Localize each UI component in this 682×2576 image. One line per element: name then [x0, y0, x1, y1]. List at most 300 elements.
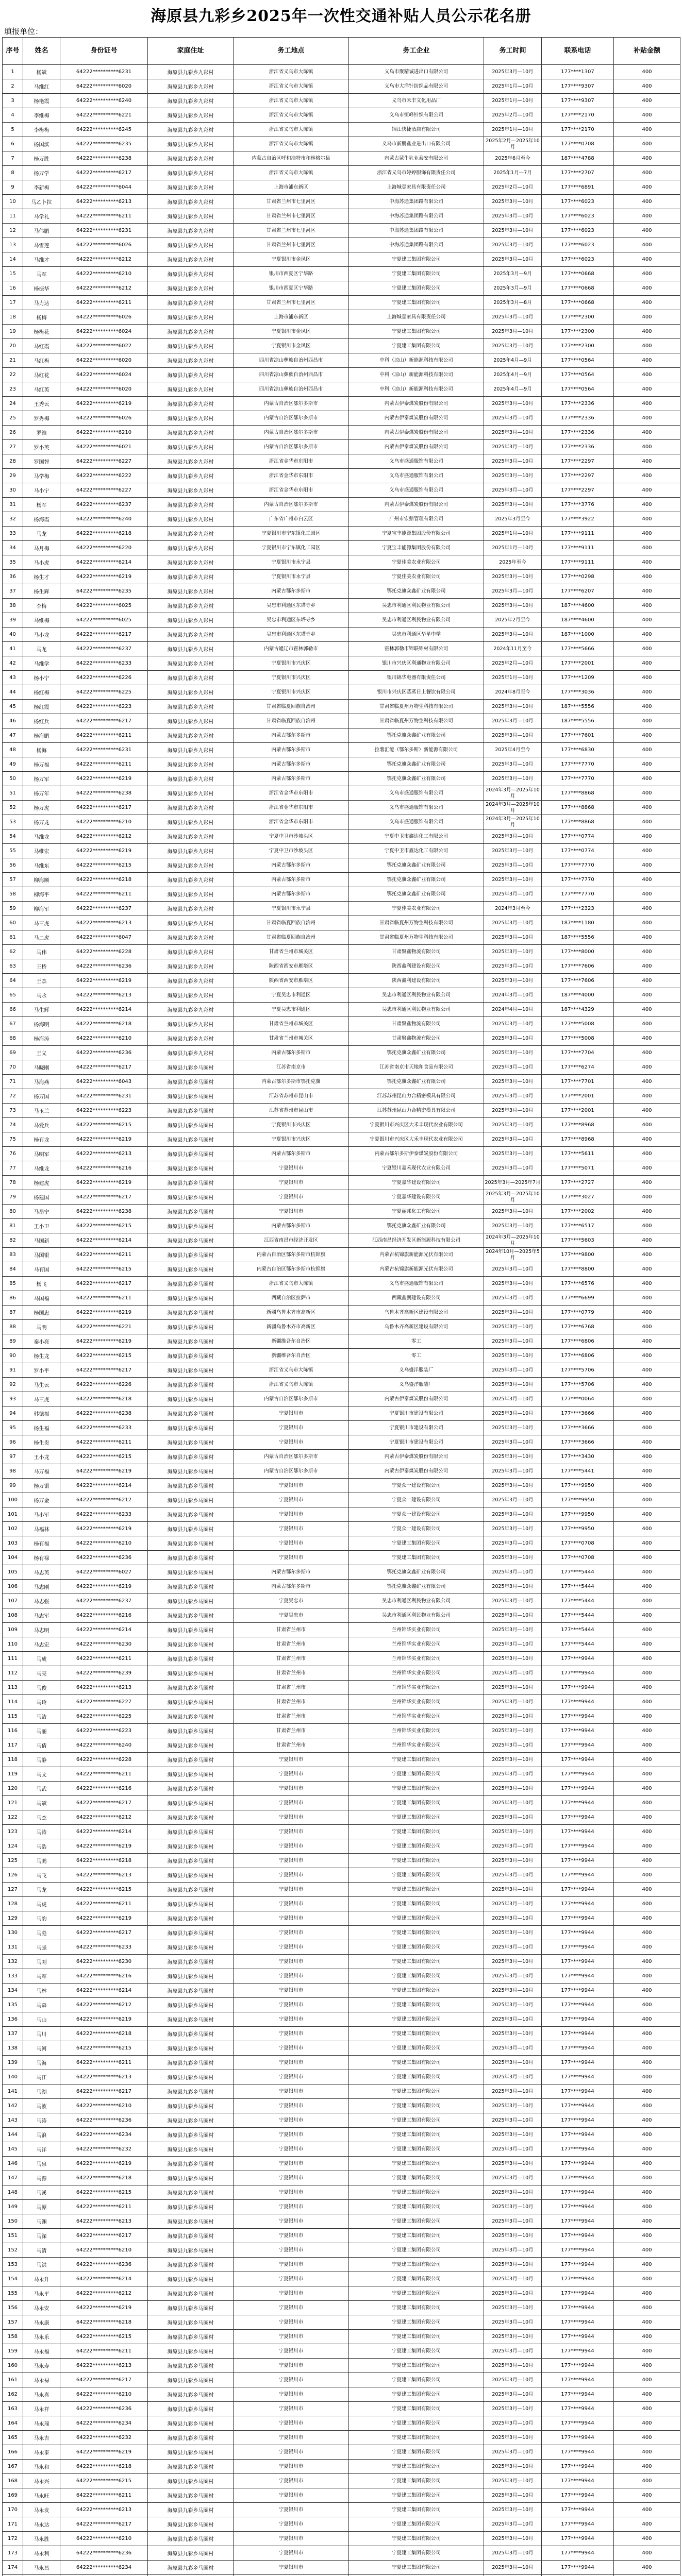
cell-col-subsidy: 400 [614, 1594, 680, 1608]
cell-col-work-period: 2025年3月—10月 [484, 1334, 542, 1349]
cell-col-name: 王秀云 [23, 397, 60, 411]
table-row [3, 1392, 680, 1406]
cell-col-employer: 宁夏建工集团有限公司 [349, 2027, 484, 2041]
cell-col-subsidy: 400 [614, 267, 680, 281]
cell-col-work-period: 2025年3月—10月 [484, 2243, 542, 2258]
cell-col-phone: 177****8868 [542, 801, 614, 815]
table-row [3, 2416, 680, 2431]
cell-col-name: 马永喜 [23, 2387, 60, 2402]
cell-col-home-address: 海原县九彩乡马圈村 [148, 1392, 234, 1406]
cell-col-work-location: 宁夏银川市 [234, 2330, 349, 2344]
cell-col-phone: 177****9944 [542, 1666, 614, 1681]
cell-col-home-address: 海原县九彩乡九彩村 [148, 411, 234, 426]
cell-col-work-location: 宁夏银川市 [234, 1940, 349, 1955]
cell-col-name: 马浩 [23, 1839, 60, 1854]
cell-col-subsidy: 400 [614, 2474, 680, 2488]
cell-col-work-period: 2024年3月—10月 [484, 988, 542, 1003]
cell-col-home-address: 海原县九彩乡马圈村 [148, 1075, 234, 1089]
cell-col-work-period: 2025年3月—10月 [484, 2286, 542, 2301]
cell-col-name: 马红英 [23, 382, 60, 397]
cell-col-employer: 宁夏建工集团有限公司 [349, 2214, 484, 2229]
cell-col-work-location: 宁夏银川市兴庆区 [234, 1118, 349, 1132]
cell-col-phone: 187****1000 [542, 628, 614, 642]
table-row [3, 1320, 680, 1334]
cell-col-name: 王小卫 [23, 1219, 60, 1233]
cell-col-index: 161 [3, 2373, 23, 2387]
cell-col-name: 马永达 [23, 2517, 60, 2532]
cell-col-work-location: 宁夏银川市 [234, 1810, 349, 1825]
cell-col-phone: 177****2001 [542, 656, 614, 671]
cell-col-phone: 177****1307 [542, 65, 614, 79]
cell-col-home-address: 海原县九彩乡马圈村 [148, 1161, 234, 1176]
cell-col-phone: 177****2336 [542, 426, 614, 440]
cell-col-employer: 宁夏建工集团有限公司 [349, 1984, 484, 1998]
cell-col-home-address: 海原县九彩乡马圈村 [148, 2070, 234, 2084]
cell-col-phone: 177****6023 [542, 238, 614, 252]
cell-col-phone: 177****9944 [542, 1926, 614, 1940]
cell-col-name: 杨有龙 [23, 1132, 60, 1147]
cell-col-work-period: 2025年3月—10月 [484, 858, 542, 873]
cell-col-phone: 177****0668 [542, 281, 614, 296]
cell-col-id-number: 64222**********6218 [60, 2171, 148, 2185]
cell-col-name: 马红霞 [23, 339, 60, 353]
cell-col-work-location: 甘肃省兰州市 [234, 1738, 349, 1753]
table-row [3, 1334, 680, 1349]
cell-col-id-number: 64222**********6215 [60, 2474, 148, 2488]
cell-col-work-period: 2025年3月—10月 [484, 1738, 542, 1753]
cell-col-work-period: 2025年3月—10月 [484, 959, 542, 974]
cell-col-employer: 宁夏建工集团有限公司 [349, 2517, 484, 2532]
cell-col-work-location: 宁夏银川市 [234, 2387, 349, 2402]
cell-col-employer: 宁夏银川市建设有限公司 [349, 1435, 484, 1450]
cell-col-id-number: 64222**********6233 [60, 1421, 148, 1435]
cell-col-home-address: 海原县九彩乡马圈村 [148, 1911, 234, 1926]
table-row [3, 1955, 680, 1969]
table-row [3, 310, 680, 325]
cell-col-work-location: 宁夏银川市永宁县 [234, 570, 349, 584]
cell-col-work-period: 2025年3月—10月 [484, 2056, 542, 2070]
cell-col-phone: 177****2323 [542, 902, 614, 916]
cell-col-home-address: 海原县九彩乡马圈村 [148, 2503, 234, 2517]
cell-col-index: 128 [3, 1897, 23, 1911]
cell-col-work-period: 2025年3月—10月 [484, 1623, 542, 1637]
cell-col-index: 12 [3, 224, 23, 238]
cell-col-subsidy: 400 [614, 382, 680, 397]
cell-col-employer: 宁夏建工集团有限公司 [349, 1868, 484, 1883]
cell-col-id-number: 64222**********6219 [60, 1580, 148, 1594]
table-row [3, 2214, 680, 2229]
cell-col-phone: 177****7770 [542, 887, 614, 902]
cell-col-work-location: 宁夏银川市 [234, 2185, 349, 2200]
cell-col-name: 马国新 [23, 1233, 60, 1248]
cell-col-index: 84 [3, 1262, 23, 1277]
cell-col-subsidy: 400 [614, 2330, 680, 2344]
cell-col-id-number: 64222**********6020 [60, 382, 148, 397]
cell-col-subsidy: 400 [614, 1897, 680, 1911]
cell-col-index: 126 [3, 1868, 23, 1883]
cell-col-phone: 177****9944 [542, 2128, 614, 2142]
cell-col-work-period: 2025年3月—10月 [484, 700, 542, 714]
cell-col-work-location: 内蒙古鄂尔多斯市 [234, 584, 349, 599]
cell-col-phone: 177****6023 [542, 252, 614, 267]
cell-col-employer: 宁夏建工集团有限公司 [349, 2431, 484, 2445]
cell-col-subsidy: 400 [614, 1406, 680, 1421]
cell-col-id-number: 64222**********6217 [60, 628, 148, 642]
cell-col-name: 马彪 [23, 1926, 60, 1940]
cell-col-work-period: 2025年3月—10月 [484, 1652, 542, 1666]
cell-col-subsidy: 400 [614, 1608, 680, 1623]
cell-col-work-period: 2025年3月—10月 [484, 310, 542, 325]
cell-col-id-number: 64222**********6219 [60, 2012, 148, 2027]
cell-col-phone: 177****9944 [542, 2012, 614, 2027]
table-row [3, 1291, 680, 1306]
cell-col-home-address: 海原县九彩乡马圈村 [148, 1147, 234, 1161]
cell-col-home-address: 海原县九彩乡马圈村 [148, 2330, 234, 2344]
cell-col-work-location: 上海市浦东新区 [234, 180, 349, 195]
cell-col-work-location: 宁夏银川市 [234, 2445, 349, 2460]
table-row [3, 79, 680, 94]
cell-col-work-location: 宁夏银川市 [234, 2301, 349, 2315]
cell-col-subsidy: 400 [614, 2070, 680, 2084]
cell-col-home-address: 海原县九彩乡马圈村 [148, 1709, 234, 1724]
cell-col-work-period: 2025年3月—10月 [484, 628, 542, 642]
cell-col-id-number: 64222**********6245 [60, 123, 148, 137]
cell-col-work-period: 2025年3月—10月 [484, 1969, 542, 1984]
cell-col-id-number: 64222**********6217 [60, 1060, 148, 1075]
cell-col-name: 马小军 [23, 1507, 60, 1522]
cell-col-home-address: 海原县九彩乡马圈村 [148, 1695, 234, 1709]
cell-col-subsidy: 400 [614, 599, 680, 613]
cell-col-home-address: 海原县九彩乡九彩村 [148, 267, 234, 281]
cell-col-id-number: 64222**********6215 [60, 1118, 148, 1132]
cell-col-home-address: 海原县九彩乡九彩村 [148, 902, 234, 916]
cell-col-home-address: 海原县九彩乡马圈村 [148, 1435, 234, 1450]
table-row [3, 1565, 680, 1580]
cell-col-home-address: 海原县九彩乡马圈村 [148, 2185, 234, 2200]
cell-col-home-address: 海原县九彩乡马圈村 [148, 2460, 234, 2474]
cell-col-work-location: 内蒙古自治区鄂尔多斯市 [234, 440, 349, 454]
cell-col-name: 马军 [23, 1969, 60, 1984]
header-col-index: 序号 [3, 38, 23, 65]
table-row [3, 1190, 680, 1205]
cell-col-employer: 浙江省义乌市婷婷服饰有限责任公司 [349, 166, 484, 180]
cell-col-index: 82 [3, 1233, 23, 1248]
cell-col-index: 119 [3, 1767, 23, 1782]
cell-col-work-period: 2025年3月—10月 [484, 2200, 542, 2214]
cell-col-subsidy: 400 [614, 195, 680, 209]
table-row [3, 426, 680, 440]
cell-col-work-location: 内蒙古鄂尔多斯市 [234, 873, 349, 887]
cell-col-employer: 宁夏建工集团有限公司 [349, 1897, 484, 1911]
cell-col-index: 69 [3, 1046, 23, 1060]
cell-col-name: 马志刚 [23, 1580, 60, 1594]
header-col-employer: 务工企业 [349, 38, 484, 65]
cell-col-employer: 宁夏建工集团有限公司 [349, 2012, 484, 2027]
table-row [3, 1161, 680, 1176]
cell-col-employer: 江苏苏州昆山力合精密模具有限公司 [349, 1089, 484, 1104]
cell-col-phone: 177****9944 [542, 2517, 614, 2532]
cell-col-id-number: 64222**********6025 [60, 613, 148, 628]
cell-col-name: 马海燕 [23, 1075, 60, 1089]
cell-col-name: 马维学 [23, 656, 60, 671]
cell-col-work-period: 2025年3月—10月 [484, 2012, 542, 2027]
table-row [3, 988, 680, 1003]
cell-col-name: 马永 [23, 988, 60, 1003]
cell-col-employer: 兰州锦华实业有限公司 [349, 1652, 484, 1666]
cell-col-work-period: 2025年3月—10月 [484, 2070, 542, 2084]
cell-col-subsidy: 400 [614, 2243, 680, 2258]
table-row [3, 916, 680, 930]
cell-col-employer: 吴忠市利通区利民物业有限公司 [349, 988, 484, 1003]
cell-col-subsidy: 400 [614, 281, 680, 296]
cell-col-home-address: 海原县九彩乡马圈村 [148, 2243, 234, 2258]
table-row [3, 65, 680, 79]
cell-col-phone: 177****7601 [542, 728, 614, 743]
cell-col-work-period: 2025年3月—9月 [484, 267, 542, 281]
cell-col-subsidy: 400 [614, 1868, 680, 1883]
table-row [3, 700, 680, 714]
cell-col-index: 43 [3, 671, 23, 685]
cell-col-home-address: 海原县九彩乡马圈村 [148, 2301, 234, 2315]
cell-col-index: 75 [3, 1132, 23, 1147]
cell-col-index: 46 [3, 714, 23, 728]
cell-col-subsidy: 400 [614, 1132, 680, 1147]
cell-col-subsidy: 400 [614, 555, 680, 570]
cell-col-id-number: 64222**********6211 [60, 1291, 148, 1306]
cell-col-employer: 义乌盛洋服装厂 [349, 1363, 484, 1378]
cell-col-work-location: 广东省广州市白云区 [234, 512, 349, 527]
cell-col-work-period: 2025年3月—10月 [484, 1825, 542, 1839]
cell-col-name: 马成 [23, 1652, 60, 1666]
cell-col-home-address: 海原县九彩乡马圈村 [148, 1998, 234, 2012]
cell-col-id-number: 64222**********6212 [60, 1493, 148, 1507]
cell-col-work-location: 宁夏银川市 [234, 2460, 349, 2474]
cell-col-index: 86 [3, 1291, 23, 1306]
table-row [3, 1782, 680, 1796]
cell-col-work-location: 甘肃省临夏回族自治州 [234, 916, 349, 930]
table-row [3, 2344, 680, 2359]
cell-col-employer: 宁夏建工集团有限公司 [349, 2099, 484, 2113]
cell-col-id-number: 64222**********6215 [60, 1262, 148, 1277]
cell-col-employer: 中海苏通集团路有限公司 [349, 238, 484, 252]
cell-col-employer: 江苏苏州昆山力合精密模具有限公司 [349, 1104, 484, 1118]
cell-col-name: 杨艳霞 [23, 94, 60, 108]
cell-col-index: 36 [3, 570, 23, 584]
cell-col-employer: 内蒙古伊泰煤炭股份有限公司 [349, 397, 484, 411]
cell-col-home-address: 海原县九彩乡九彩村 [148, 426, 234, 440]
cell-col-name: 马豹 [23, 1911, 60, 1926]
table-row [3, 2243, 680, 2258]
cell-col-work-location: 宁夏银川市 [234, 1190, 349, 1205]
cell-col-subsidy: 400 [614, 108, 680, 123]
cell-col-work-period: 2025年3月—10月 [484, 728, 542, 743]
cell-col-subsidy: 400 [614, 1421, 680, 1435]
cell-col-work-location: 内蒙古鄂尔多斯市 [234, 743, 349, 757]
cell-col-work-location: 吴忠市利通区东塔寺乡 [234, 628, 349, 642]
cell-col-id-number: 64222**********6215 [60, 2185, 148, 2200]
cell-col-name: 马小龙 [23, 628, 60, 642]
cell-col-name: 杨海涛 [23, 1031, 60, 1046]
cell-col-id-number: 64222**********6213 [60, 2503, 148, 2517]
table-row [3, 1248, 680, 1262]
cell-col-index: 113 [3, 1681, 23, 1695]
cell-col-name: 马杰 [23, 1810, 60, 1825]
table-row [3, 945, 680, 959]
cell-col-id-number: 64222**********6211 [60, 757, 148, 772]
cell-col-work-location: 宁夏银川市 [234, 1406, 349, 1421]
cell-col-work-location: 宁夏银川市 [234, 2027, 349, 2041]
cell-col-name: 罗维 [23, 426, 60, 440]
cell-col-id-number: 64222**********6217 [60, 714, 148, 728]
roster-table [2, 37, 680, 2576]
cell-col-id-number: 64222**********6231 [60, 65, 148, 79]
cell-col-work-period: 2025年3月—10月 [484, 339, 542, 353]
cell-col-index: 20 [3, 339, 23, 353]
table-row [3, 2488, 680, 2503]
cell-col-work-location: 甘肃省兰州市七里河区 [234, 224, 349, 238]
cell-col-home-address: 海原县九彩乡马圈村 [148, 1652, 234, 1666]
cell-col-employer: 上海城壹家具有限责任公司 [349, 310, 484, 325]
cell-col-id-number: 64222**********6211 [60, 728, 148, 743]
cell-col-work-location: 宁夏银川市金凤区 [234, 339, 349, 353]
cell-col-home-address: 海原县九彩乡九彩村 [148, 786, 234, 801]
cell-col-employer: 宁夏建工集团有限公司 [349, 2359, 484, 2373]
cell-col-work-location: 宁夏银川市 [234, 1998, 349, 2012]
cell-col-subsidy: 400 [614, 2157, 680, 2171]
cell-col-employer: 宁夏丽邦化工有限公司 [349, 1205, 484, 1219]
table-row [3, 2503, 680, 2517]
cell-col-id-number: 64222**********6213 [60, 988, 148, 1003]
cell-col-subsidy: 400 [614, 613, 680, 628]
table-row [3, 2373, 680, 2387]
cell-col-id-number: 64222**********6216 [60, 1969, 148, 1984]
cell-col-employer: 宁夏建工集团有限公司 [349, 252, 484, 267]
cell-col-home-address: 海原县九彩乡马圈村 [148, 1306, 234, 1320]
table-row [3, 844, 680, 858]
cell-col-home-address: 海原县九彩乡马圈村 [148, 2258, 234, 2272]
cell-col-home-address: 海原县九彩乡马圈村 [148, 1839, 234, 1854]
table-row [3, 1594, 680, 1608]
cell-col-work-period: 2025年3月—10月 [484, 2171, 542, 2185]
cell-col-id-number: 64222**********6223 [60, 1104, 148, 1118]
reporting-unit-label: 填报单位： [4, 27, 43, 36]
cell-col-work-period: 2025年3月—10月 [484, 1031, 542, 1046]
cell-col-subsidy: 400 [614, 2373, 680, 2387]
cell-col-index: 89 [3, 1334, 23, 1349]
table-row [3, 2359, 680, 2373]
cell-col-work-period: 2025年4月至今 [484, 743, 542, 757]
cell-col-index: 79 [3, 1190, 23, 1205]
cell-col-phone: 177****9944 [542, 2113, 614, 2128]
cell-col-employer: 宁夏建工集团有限公司 [349, 2200, 484, 2214]
cell-col-subsidy: 400 [614, 570, 680, 584]
cell-col-work-period: 2025年3月—10月 [484, 2099, 542, 2113]
cell-col-phone: 177****6517 [542, 1219, 614, 1233]
cell-col-employer: 鄂托克旗众鑫矿业有限公司 [349, 1580, 484, 1594]
cell-col-work-location: 江苏省苏州市昆山市 [234, 1089, 349, 1104]
cell-col-index: 16 [3, 281, 23, 296]
cell-col-phone: 177****9944 [542, 1984, 614, 1998]
cell-col-id-number: 64222**********6226 [60, 1378, 148, 1392]
table-row [3, 2229, 680, 2243]
table-header-row [3, 38, 680, 65]
cell-col-name: 马俊 [23, 1681, 60, 1695]
cell-col-subsidy: 400 [614, 94, 680, 108]
cell-col-index: 142 [3, 2099, 23, 2113]
cell-col-work-location: 新疆维吾尔自治区 [234, 1349, 349, 1363]
cell-col-id-number: 64222**********6210 [60, 267, 148, 281]
cell-col-work-period: 2025年1月—10月 [484, 79, 542, 94]
cell-col-work-period: 2024年3月—2025年10月 [484, 801, 542, 815]
table-row [3, 1652, 680, 1666]
cell-col-work-location: 宁夏银川市 [234, 1955, 349, 1969]
cell-col-home-address: 海原县九彩乡九彩村 [148, 873, 234, 887]
table-row [3, 1724, 680, 1738]
cell-col-index: 37 [3, 584, 23, 599]
cell-col-subsidy: 400 [614, 1810, 680, 1825]
cell-col-index: 156 [3, 2301, 23, 2315]
cell-col-phone: 177****0774 [542, 844, 614, 858]
table-row [3, 959, 680, 974]
cell-col-home-address: 海原县九彩乡马圈村 [148, 1724, 234, 1738]
cell-col-index: 15 [3, 267, 23, 281]
cell-col-work-location: 宁夏银川市 [234, 1854, 349, 1868]
cell-col-id-number: 64222**********6212 [60, 2286, 148, 2301]
cell-col-name: 马伟鹏 [23, 224, 60, 238]
cell-col-employer: 甘肃省临夏州万物生科技有限公司 [349, 714, 484, 728]
cell-col-phone: 177****5444 [542, 1594, 614, 1608]
cell-col-work-location: 内蒙古自治区鄂尔多斯市 [234, 426, 349, 440]
cell-col-subsidy: 400 [614, 397, 680, 411]
cell-col-home-address: 海原县九彩乡九彩村 [148, 498, 234, 512]
cell-col-id-number: 64222**********6022 [60, 339, 148, 353]
cell-col-name: 杨万国 [23, 1089, 60, 1104]
cell-col-work-location: 宁夏银川市 [234, 2041, 349, 2056]
cell-col-index: 169 [3, 2488, 23, 2503]
cell-col-index: 133 [3, 1969, 23, 1984]
cell-col-phone: 177****6576 [542, 1277, 614, 1291]
cell-col-id-number: 64222**********6218 [60, 527, 148, 541]
cell-col-name: 马永昌 [23, 2561, 60, 2575]
cell-col-name: 马亮 [23, 1666, 60, 1681]
cell-col-index: 131 [3, 1940, 23, 1955]
cell-col-id-number: 64222**********6210 [60, 426, 148, 440]
cell-col-work-period: 2025年3月—10月 [484, 2157, 542, 2171]
cell-col-work-period: 2025年3月—10月 [484, 2128, 542, 2142]
cell-col-work-location: 宁夏银川市 [234, 2517, 349, 2532]
cell-col-subsidy: 400 [614, 902, 680, 916]
cell-col-name: 马鹏 [23, 1854, 60, 1868]
cell-col-work-period: 2025年4月—9月 [484, 368, 542, 382]
cell-col-phone: 177****9944 [542, 1738, 614, 1753]
table-row [3, 1536, 680, 1551]
cell-col-work-location: 甘肃省兰州市七里河区 [234, 238, 349, 252]
table-row [3, 772, 680, 786]
cell-col-name: 马维龙 [23, 829, 60, 844]
cell-col-subsidy: 400 [614, 512, 680, 527]
cell-col-phone: 177****2001 [542, 1089, 614, 1104]
cell-col-work-location: 内蒙古自治区呼和浩特市和林格尔县 [234, 151, 349, 166]
cell-col-work-location: 宁夏银川市金凤区 [234, 325, 349, 339]
cell-col-work-period: 2024年11月至今 [484, 642, 542, 656]
cell-col-name: 柳海军 [23, 902, 60, 916]
cell-col-employer: 江苏省南京市天地和食品有限公司 [349, 1060, 484, 1075]
table-row [3, 2056, 680, 2070]
cell-col-home-address: 海原县九彩乡马圈村 [148, 1738, 234, 1753]
table-row [3, 642, 680, 656]
cell-col-id-number: 64222**********6211 [60, 1248, 148, 1262]
cell-col-work-location: 宁夏银川市 [234, 2402, 349, 2416]
